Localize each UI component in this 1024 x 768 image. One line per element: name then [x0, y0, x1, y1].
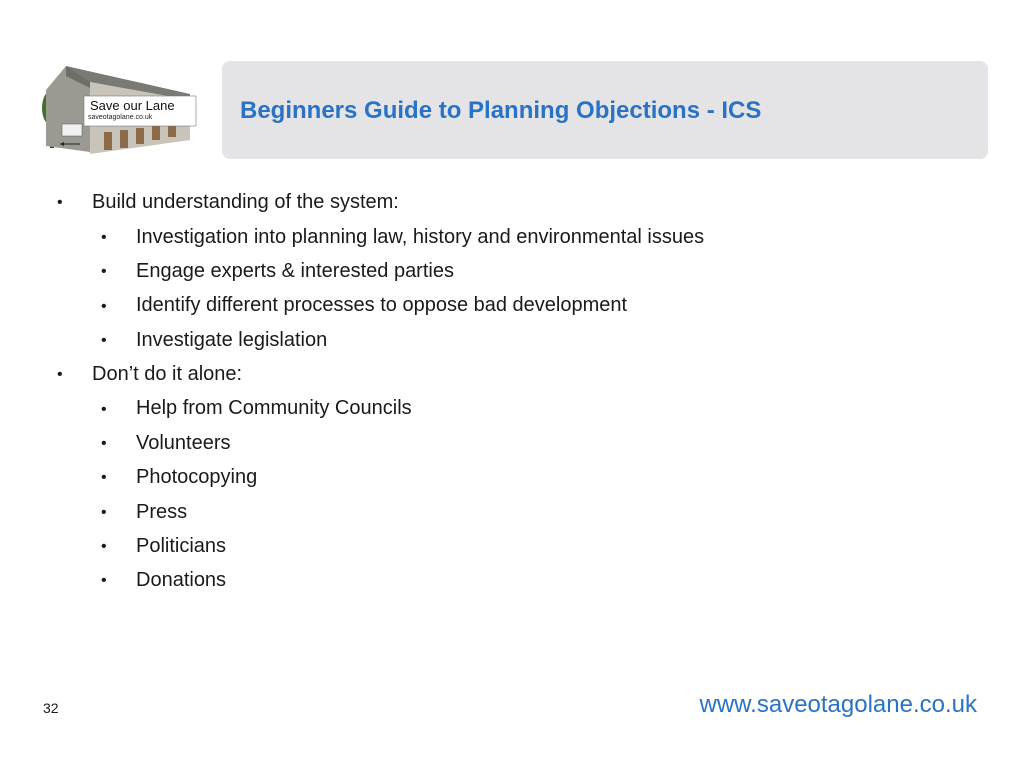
title-box: [222, 61, 988, 159]
list-item: Help from Community Councils: [136, 397, 412, 419]
logo: [40, 60, 200, 158]
bullet-marker: •: [101, 435, 107, 452]
list-item: Investigate legislation: [136, 329, 328, 351]
page-title: Beginners Guide to Planning Objections - ICS: [240, 97, 762, 124]
website-link[interactable]: www.saveotagolane.co.uk: [699, 691, 977, 718]
bullet-marker: •: [57, 366, 63, 383]
page-number: 32: [43, 700, 59, 716]
list-item: Investigation into planning law, history and environmental issues: [136, 226, 705, 248]
bullet-marker: •: [57, 194, 63, 211]
list-item: Donations: [136, 569, 227, 591]
bullet-marker: •: [101, 572, 107, 589]
list-item: Engage experts & interested parties: [136, 260, 454, 282]
list-item: Build understanding of the system:: [92, 191, 399, 213]
list-item: Press: [136, 501, 188, 523]
bullet-marker: •: [101, 263, 107, 280]
bullet-marker: •: [101, 401, 107, 418]
list-item: Volunteers: [136, 432, 231, 454]
logo-title: Save our Lane: [87, 98, 178, 113]
bullet-marker: •: [101, 538, 107, 555]
bullet-marker: •: [101, 229, 107, 246]
bullet-marker: •: [101, 332, 107, 349]
logo-subtitle: saveotagolane.co.uk: [88, 114, 153, 121]
list-item: Politicians: [136, 535, 227, 557]
bullet-marker: •: [101, 469, 107, 486]
list-item: Don’t do it alone:: [92, 363, 243, 385]
bullet-marker: •: [101, 298, 107, 315]
list-item: Identify different processes to oppose bad development: [136, 294, 628, 316]
bullet-marker: •: [101, 504, 107, 521]
list-item: Photocopying: [136, 466, 258, 488]
